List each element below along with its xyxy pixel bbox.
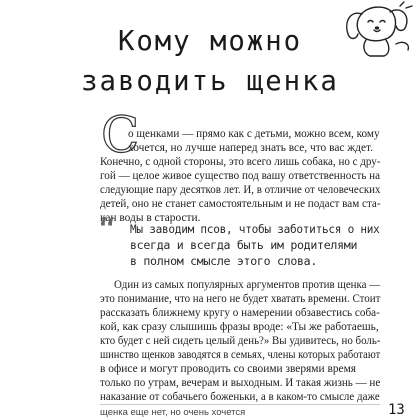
body-line: кто будет с ней сидеть целый день?» Вы удивитесь, но боль- xyxy=(100,335,381,347)
intro-line: детей, оно не станет самостоятельным и не подаст вам ста- xyxy=(100,198,381,210)
pull-quote-line: Мы заводим псов, чтобы заботиться о них xyxy=(130,222,380,236)
body-line: только по утрам, вечерам и выходным. И такая жизнь — не xyxy=(100,377,381,389)
pull-quote-line: всегда и всегда быть им родителями xyxy=(130,238,358,252)
chapter-title-line-2: заводить щенка xyxy=(81,64,339,97)
body-line: в офисе и могут проводить со своими зверями время xyxy=(100,363,357,375)
chapter-title-line-1: Кому можно xyxy=(117,24,303,57)
body-line: рассказать ближнему кругу о намерении обзавестись соба- xyxy=(100,307,380,319)
running-footer: щенка еще нет, но очень хочется xyxy=(100,407,246,418)
body-line: Один из самых популярных аргументов против щенка — xyxy=(114,279,381,291)
intro-line: кан воды в старости. xyxy=(100,212,201,224)
quote-mark-icon: “ xyxy=(98,211,117,252)
intro-line: Конечно, с одной стороны, это всего лишь собака, но с дру- xyxy=(100,156,381,168)
body-line: это понимание, что на него не будет хватать времени. Стоит xyxy=(100,293,381,305)
intro-line: о щенками — прямо как с детьми, можно всем, кому xyxy=(128,128,380,140)
drop-cap-letter: С xyxy=(101,106,140,164)
body-line: наказание от собачьего боженьки, а в каком-то смысле даже xyxy=(100,391,380,403)
pull-quote-line: в полном смысле этого слова. xyxy=(130,254,318,268)
intro-line: гой — целое живое существо под вашу ответственность на xyxy=(100,170,381,182)
intro-line: хочется, но лучше наперед знать все, что вас ждет. xyxy=(128,142,373,154)
intro-line: следующие пару десятков лет. И, в отличие от человеческих xyxy=(100,184,381,196)
body-line: кой, как сразу слышишь фразы вроде: «Ты же работаешь, xyxy=(100,321,379,333)
body-line: шинство щенков заводятся в семьях, члены которых работают xyxy=(100,349,381,361)
footer-divider xyxy=(100,404,380,405)
page-number: 13 xyxy=(388,402,405,418)
